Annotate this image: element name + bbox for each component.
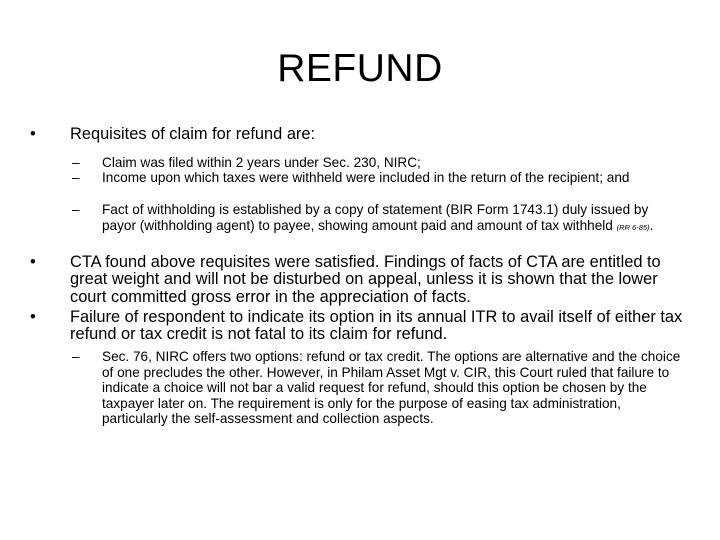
bullet-icon: •	[30, 308, 36, 326]
sub-point-text: Claim was filed within 2 years under Sec. 230, NIRC;	[102, 155, 421, 170]
bullet-point-cta-findings	[30, 254, 696, 306]
sub-point-income-included	[72, 170, 682, 186]
sub-point-claim-filed	[72, 155, 682, 171]
slide-title: REFUND	[277, 47, 443, 90]
sub-point-text: Sec. 76, NIRC offers two options: refund or tax credit. The options are alternative and the choice of one precludes the other. However, in Philam Asset Mgt v. CIR, this Court ruled that failure to indicate a choice will not bar a valid request for refund, should this option be chosen by the taxpayer later on. The requirement is only for the purpose of easing tax administration, particularly the self-assessment and collection aspects.	[102, 349, 681, 427]
sub-point-sec-76	[72, 349, 682, 427]
sub-point-text-wrapper	[102, 202, 682, 235]
dash-icon: –	[72, 349, 80, 364]
sub-point-end: .	[649, 217, 654, 233]
bullet-icon: •	[30, 125, 36, 143]
citation-text: (RR 6-85)	[616, 222, 650, 232]
bullet-text: CTA found above requisites were satisfied. Findings of facts of CTA are entitled to great weight and will not be disturbed on appeal, unless it is shown that the lower court committed gross error in the appreciation of facts.	[70, 253, 661, 306]
dash-icon: –	[72, 202, 80, 217]
bullet-point-requisites	[30, 126, 696, 143]
bullet-text: Failure of respondent to indicate its option in its annual ITR to avail itself of either tax refund or tax credit is not fatal to its claim for refund.	[70, 308, 683, 344]
bullet-text: Requisites of claim for refund are:	[70, 125, 316, 143]
bullet-icon: •	[30, 253, 36, 271]
bullet-point-failure-to-indicate	[30, 309, 696, 344]
sub-point-fact-of-withholding	[72, 202, 682, 235]
sub-point-text: Income upon which taxes were withheld were included in the return of the recipient; and	[102, 170, 630, 185]
sub-point-text: Fact of withholding is established by a copy of statement (BIR Form 1743.1) duly issued by payor (withholding agent) to payee, showing amount paid and amount of tax withheld	[102, 202, 649, 233]
dash-icon: –	[72, 155, 80, 170]
dash-icon: –	[72, 170, 80, 185]
